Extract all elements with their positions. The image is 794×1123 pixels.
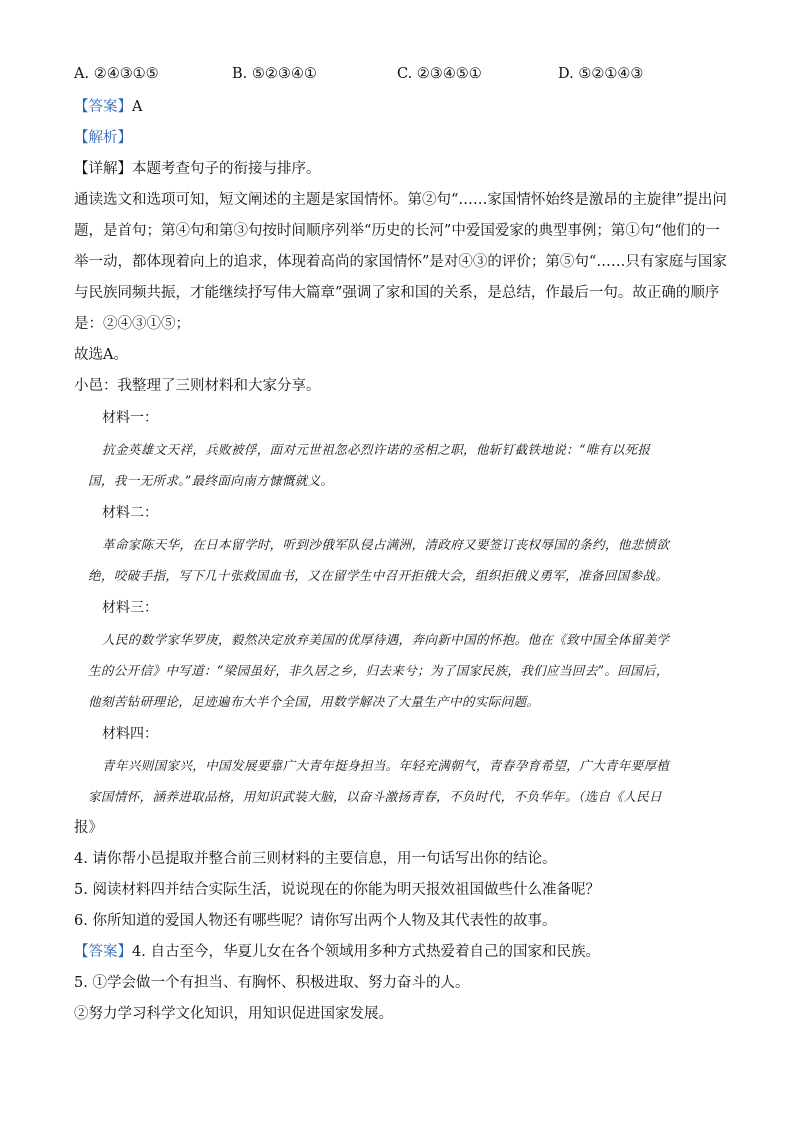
answer-2-line <box>74 942 734 962</box>
explanation-line: 通读选文和选项可知，短文阐述的主题是家国情怀。第②句“……家国情怀始终是激昂的主旋律”提出问 <box>74 192 727 208</box>
detail-line <box>74 159 734 179</box>
explanation-line: 题，是首句；第④句和第③句按时间顺序列举“历史的长河”中爱国爱家的典型事例；第①句“他们的一 <box>74 223 720 239</box>
option-d: D. ⑤②①④③ <box>558 66 644 82</box>
detail-text: 本题考查句子的衔接与排序。 <box>132 161 321 177</box>
intro-line: 小邑：我整理了三则材料和大家分享。 <box>74 378 321 394</box>
question-4: 4. 请你帮小邑提取并整合前三则材料的主要信息，用一句话写出你的结论。 <box>74 851 557 867</box>
option-row <box>74 66 734 86</box>
option-a: A. ②④③①⑤ <box>74 66 159 82</box>
answer-2-text: 4. 自古至今，华夏儿女在各个领域用多种方式热爱着自己的国家和民族。 <box>132 944 600 960</box>
question-5: 5. 阅读材料四并结合实际生活，说说现在的你能为明天报效祖国做些什么准备呢？ <box>74 882 600 898</box>
analysis-tag: 【解析】 <box>74 130 132 146</box>
explanation-line: 与民族同频共振，才能继续抒写伟大篇章”强调了家和国的关系，是总结，作最后一句。故正确的顺序 <box>74 285 720 301</box>
material-4-title: 材料四： <box>102 726 158 742</box>
material-3-line: 他刻苦钻研理论，足迹遍布大半个全国，用数学解决了大量生产中的实际问题。 <box>88 694 540 709</box>
material-2-line: 绝，咬破手指，写下几十张救国血书，又在留学生中召开拒俄大会，组织拒俄义勇军，准备回国参战。 <box>88 568 669 583</box>
answer-tag: 【答案】 <box>74 99 132 115</box>
answer-line <box>74 97 734 117</box>
explanation-line: 是：②④③①⑤； <box>74 316 190 332</box>
material-1-line: 国，我一无所求。”最终面向南方慷慨就义。 <box>88 473 334 488</box>
material-3-line: 人民的数学家华罗庚，毅然决定放弃美国的优厚待遇，奔向新中国的怀抱。他在《致中国全体留美学 <box>102 632 670 647</box>
answer-line: ②努力学习科学文化知识，用知识促进国家发展。 <box>74 1006 393 1022</box>
material-2-line: 革命家陈天华，在日本留学时，听到沙俄军队侵占满洲，清政府又要签订丧权辱国的条约，他悲愤欲 <box>102 537 670 552</box>
answer-line: 5. ①学会做一个有担当、有胸怀、积极进取、努力奋斗的人。 <box>74 975 470 991</box>
choose-line: 故选A。 <box>74 347 128 363</box>
option-c: C. ②③④⑤① <box>397 66 482 82</box>
material-4-tail: 报》 <box>74 820 103 836</box>
explanation-line: 举一动，都体现着向上的追求，体现着高尚的家国情怀”是对④③的评价；第⑤句“……只有家庭与国家 <box>74 254 727 270</box>
option-b: B. ⑤②③④① <box>232 66 317 82</box>
material-3-title: 材料三： <box>102 600 158 616</box>
material-4-line: 青年兴则国家兴，中国发展要靠广大青年挺身担当。年轻充满朝气，青春孕育希望，广大青年要厚植 <box>102 758 670 773</box>
material-3-line: 生的公开信》中写道：“梁园虽好，非久居之乡，归去来兮；为了国家民族，我们应当回去”。回国后， <box>88 663 669 678</box>
material-2-title: 材料二： <box>102 505 158 521</box>
answer-2-tag: 【答案】 <box>74 944 132 960</box>
material-1-title: 材料一： <box>102 410 158 426</box>
material-1-line: 抗金英雄文天祥，兵败被俘，面对元世祖忽必烈许诺的丞相之职，他斩钉截铁地说：“唯有以死报 <box>102 442 651 457</box>
answer-value: A <box>132 99 143 115</box>
question-6: 6. 你所知道的爱国人物还有哪些呢？请你写出两个人物及其代表性的故事。 <box>74 913 557 929</box>
detail-tag: 【详解】 <box>74 161 132 177</box>
material-4-line: 家国情怀，涵养进取品格，用知识武装大脑，以奋斗激扬青春，不负时代，不负华年。（选自《人民日 <box>88 789 662 804</box>
